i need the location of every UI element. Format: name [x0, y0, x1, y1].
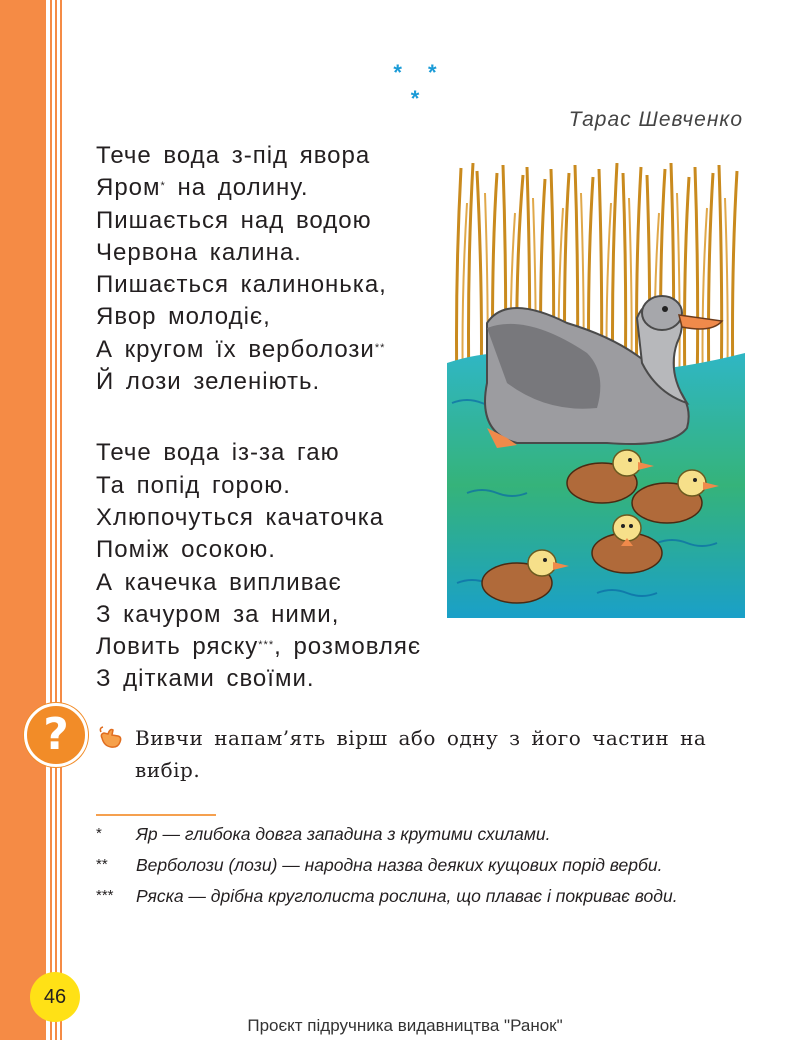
poem-line: Ловить ряску***, розмовляє	[96, 633, 422, 661]
footnote-text: Яр — глибока довга западина з крутими схилами.	[136, 824, 551, 844]
poem-line: Пишається над водою	[96, 206, 372, 234]
margin-line	[60, 0, 62, 1040]
footnote	[96, 853, 751, 877]
poem-line: А качечка випливає	[96, 568, 342, 596]
poem-author: Тарас Шевченко	[568, 108, 743, 131]
poem-line: Червона калина.	[96, 238, 302, 266]
footnote-marker: *	[96, 825, 102, 842]
page-number: 46	[30, 972, 80, 1022]
question-mark-icon: ?	[24, 703, 88, 767]
footnote-mark: **	[374, 341, 386, 354]
publisher-note: Проєкт підручника видавництва "Ранок"	[247, 1016, 563, 1035]
task-text: Вивчи напам’ять вірш або одну з його частин на вибір.	[135, 726, 707, 782]
poem-line: Тече вода із-за гаю	[96, 439, 340, 467]
duck-illustration	[447, 163, 745, 618]
margin-line	[50, 0, 52, 1040]
footnote-text: Верболози (лози) — народна назва деяких кущових порід верби.	[136, 855, 663, 875]
poem-line: Яром* на долину.	[96, 174, 309, 202]
stanza-1	[96, 140, 421, 398]
poem-line: З качуром за ними,	[96, 600, 340, 628]
footnote	[96, 822, 751, 846]
footnote-divider	[96, 814, 216, 816]
section-stars: * * *	[393, 60, 447, 111]
footnote-marker: **	[96, 856, 108, 873]
footnote-mark: ***	[258, 639, 275, 652]
poem-line: Явор молодіє,	[96, 303, 271, 331]
poem-line: Поміж осокою.	[96, 536, 276, 564]
footnotes	[96, 822, 751, 915]
poem-line: А кругом їх верболози**	[96, 335, 386, 363]
left-margin-strip	[0, 0, 46, 1040]
margin-line	[55, 0, 57, 1040]
poem-line: Й лози зеленіють.	[96, 368, 321, 396]
poem-line: З дітками своїми.	[96, 665, 315, 693]
poem	[96, 140, 421, 696]
footnote	[96, 884, 751, 908]
footnote-marker: ***	[96, 887, 114, 904]
hand-pointer-icon	[98, 724, 124, 750]
footnote-mark: *	[160, 180, 166, 193]
poem-line: Тече вода з-під явора	[96, 142, 371, 169]
footnote-text: Ряска — дрібна круглолиста рослина, що плаває і покриває води.	[136, 886, 678, 906]
stanza-2	[96, 437, 421, 695]
poem-line: Хлюпочуться качаточка	[96, 503, 385, 531]
poem-line: Та попід горою.	[96, 471, 291, 499]
poem-line: Пишається калинонька,	[96, 271, 387, 299]
